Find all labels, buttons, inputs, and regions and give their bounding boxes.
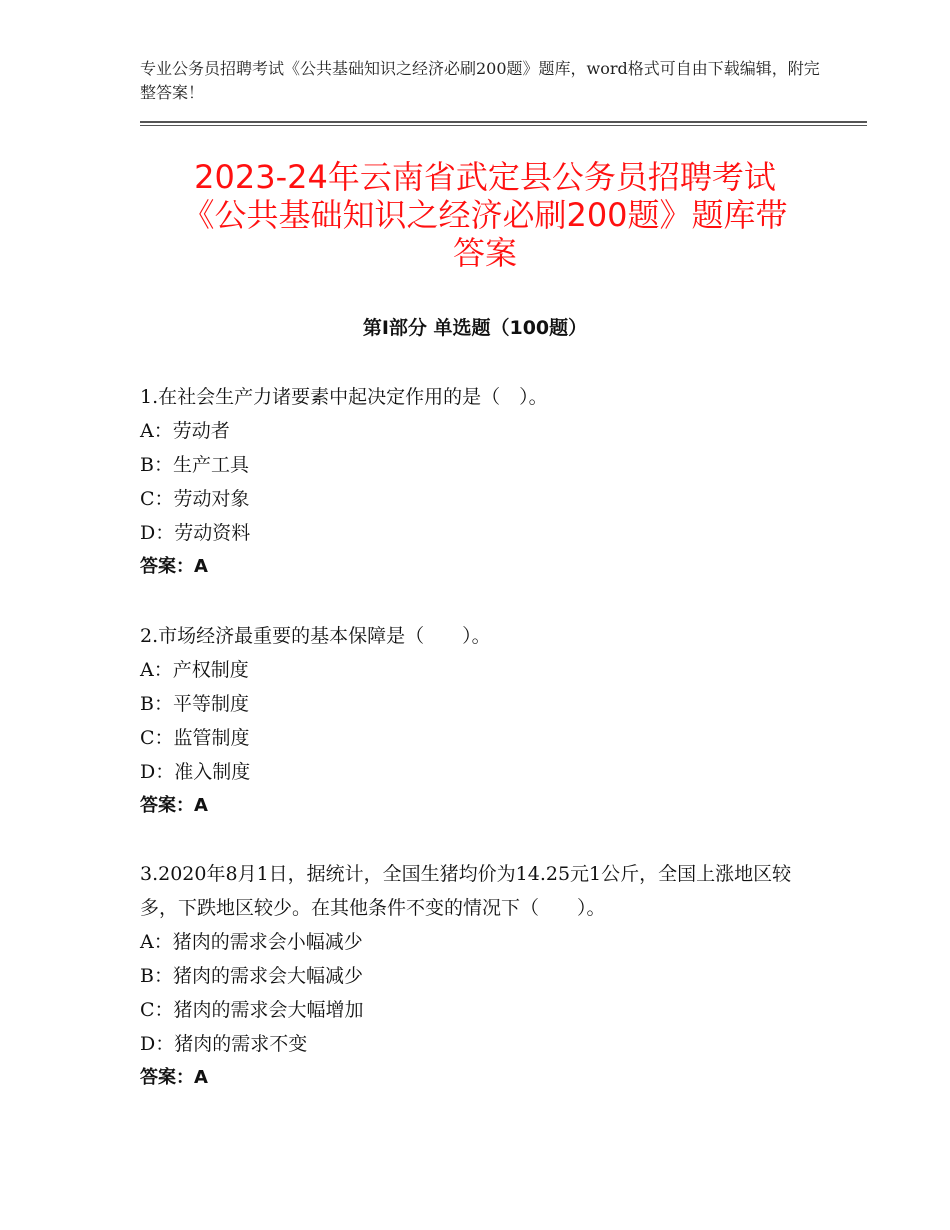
option-b: B：平等制度 xyxy=(140,693,249,715)
option-c: C：猪肉的需求会大幅增加 xyxy=(140,999,364,1021)
question-block xyxy=(140,380,820,584)
question-stem: 3.2020年8月1日，据统计，全国生猪均价为14.25元1公斤，全国上涨地区较多，下跌地区较少。在其他条件不变的情况下（ ）。 xyxy=(140,863,792,919)
question-stem: 2.市场经济最重要的基本保障是（ ）。 xyxy=(140,625,491,647)
title-line-3: 答案 xyxy=(452,234,517,272)
option-a: A：猪肉的需求会小幅减少 xyxy=(140,931,363,953)
option-a: A：劳动者 xyxy=(140,420,230,442)
header-rule-thick xyxy=(140,121,867,123)
option-d: D：准入制度 xyxy=(140,761,251,783)
option-c: C：劳动对象 xyxy=(140,488,250,510)
option-d: D：猪肉的需求不变 xyxy=(140,1033,308,1055)
answer-line: 答案：A xyxy=(140,795,208,816)
option-d: D：劳动资料 xyxy=(140,522,251,544)
answer-line: 答案：A xyxy=(140,556,208,577)
document-title xyxy=(120,158,850,272)
question-block xyxy=(140,619,820,823)
header-rule-thin xyxy=(140,125,867,126)
header-note: 专业公务员招聘考试《公共基础知识之经济必刷200题》题库，word格式可自由下载编辑，附完整答案！ xyxy=(140,59,820,102)
section-heading: 第Ⅰ部分 单选题（100题） xyxy=(362,317,588,339)
option-a: A：产权制度 xyxy=(140,659,249,681)
option-c: C：监管制度 xyxy=(140,727,250,749)
title-line-2: 《公共基础知识之经济必刷200题》题库带 xyxy=(182,196,788,234)
option-b: B：猪肉的需求会大幅减少 xyxy=(140,965,363,987)
title-line-1: 2023-24年云南省武定县公务员招聘考试 xyxy=(194,158,776,196)
answer-line: 答案：A xyxy=(140,1067,208,1088)
option-b: B：生产工具 xyxy=(140,454,249,476)
question-block xyxy=(140,857,820,1095)
question-stem: 1.在社会生产力诸要素中起决定作用的是（ ）。 xyxy=(140,386,548,408)
